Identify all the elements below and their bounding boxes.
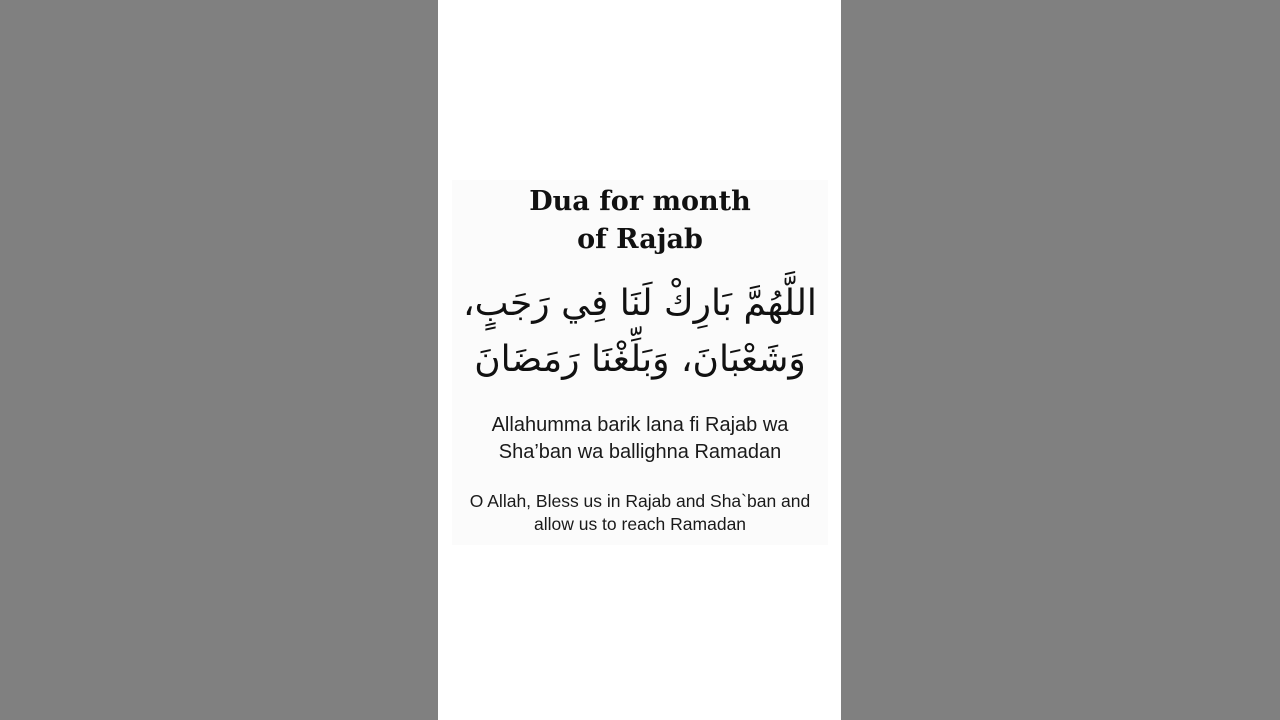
right-letterbox [841,0,1280,720]
transliteration [452,412,828,466]
transliteration-line-2: Sha’ban wa ballighna Ramadan [498,441,782,463]
title-line-2: of Rajab [577,224,703,255]
dua-image [452,180,828,545]
transliteration-line-1: Allahumma barik lana fi Rajab wa [491,414,789,436]
arabic-line-1: اللَّهُمَّ بَارِكْ لَنَا فِي رَجَبٍ، [463,283,817,324]
title-line-1: Dua for month [529,186,751,217]
video-frame [438,0,841,720]
left-letterbox [0,0,438,720]
arabic-line-2: وَشَعْبَانَ، وَبَلِّغْنَا رَمَضَانَ [474,339,806,380]
translation-line-1: O Allah, Bless us in Rajab and Sha`ban and [469,491,811,511]
dua-title [452,180,828,259]
translation [452,490,828,536]
arabic-text [452,276,828,388]
translation-line-2: allow us to reach Ramadan [533,514,747,534]
